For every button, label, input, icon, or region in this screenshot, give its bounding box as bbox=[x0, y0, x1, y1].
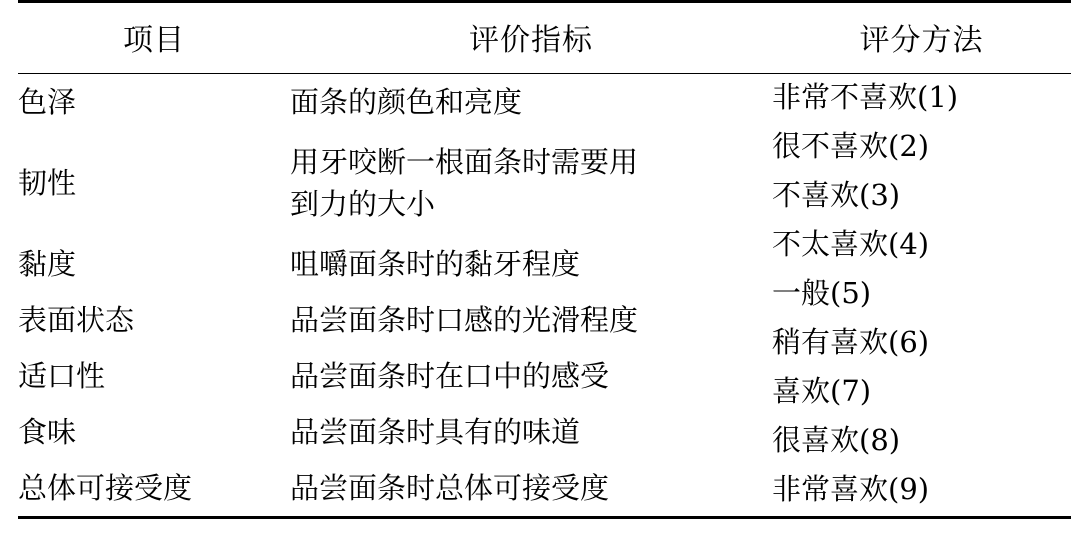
cell-index: 品尝面条时在口中的感受 bbox=[290, 358, 610, 393]
cell-score-method bbox=[772, 74, 1071, 518]
header-score-method: 评分方法 bbox=[859, 23, 984, 58]
score-option: 非常不喜欢(1) bbox=[772, 80, 959, 114]
score-option: 不太喜欢(4) bbox=[772, 227, 930, 261]
cell-item: 总体可接受度 bbox=[18, 460, 290, 518]
score-option: 喜欢(7) bbox=[772, 374, 872, 408]
table-row bbox=[18, 74, 1071, 131]
cell-index: 品尝面条时具有的味道 bbox=[290, 414, 581, 449]
score-option: 很喜欢(8) bbox=[772, 423, 901, 457]
cell-item: 色泽 bbox=[18, 84, 77, 119]
score-option: 非常喜欢(9) bbox=[772, 472, 930, 506]
cell-item: 适口性 bbox=[18, 358, 106, 393]
cell-item: 韧性 bbox=[18, 165, 77, 200]
cell-item: 表面状态 bbox=[18, 302, 135, 337]
table-header bbox=[18, 2, 1071, 74]
header-row bbox=[18, 2, 1071, 74]
score-option: 很不喜欢(2) bbox=[772, 129, 930, 163]
cell-index-line: 到力的大小 bbox=[290, 187, 436, 221]
cell-index: 品尝面条时口感的光滑程度 bbox=[290, 302, 639, 337]
header-index: 评价指标 bbox=[469, 23, 593, 58]
cell-index: 面条的颜色和亮度 bbox=[290, 84, 523, 119]
cell-item: 食味 bbox=[18, 414, 77, 449]
score-option: 一般(5) bbox=[772, 276, 872, 310]
cell-item: 黏度 bbox=[18, 246, 77, 281]
table-body bbox=[18, 74, 1071, 518]
cell-index-line: 用牙咬断一根面条时需要用 bbox=[290, 144, 639, 179]
cell-index: 品尝面条时总体可接受度 bbox=[290, 460, 772, 518]
score-option: 稍有喜欢(6) bbox=[772, 325, 930, 359]
cell-index bbox=[290, 130, 772, 236]
score-list bbox=[772, 78, 1071, 512]
header-item: 项目 bbox=[123, 23, 185, 58]
cell-index: 咀嚼面条时的黏牙程度 bbox=[290, 246, 581, 281]
evaluation-table bbox=[18, 0, 1071, 519]
score-option: 不喜欢(3) bbox=[772, 178, 901, 212]
